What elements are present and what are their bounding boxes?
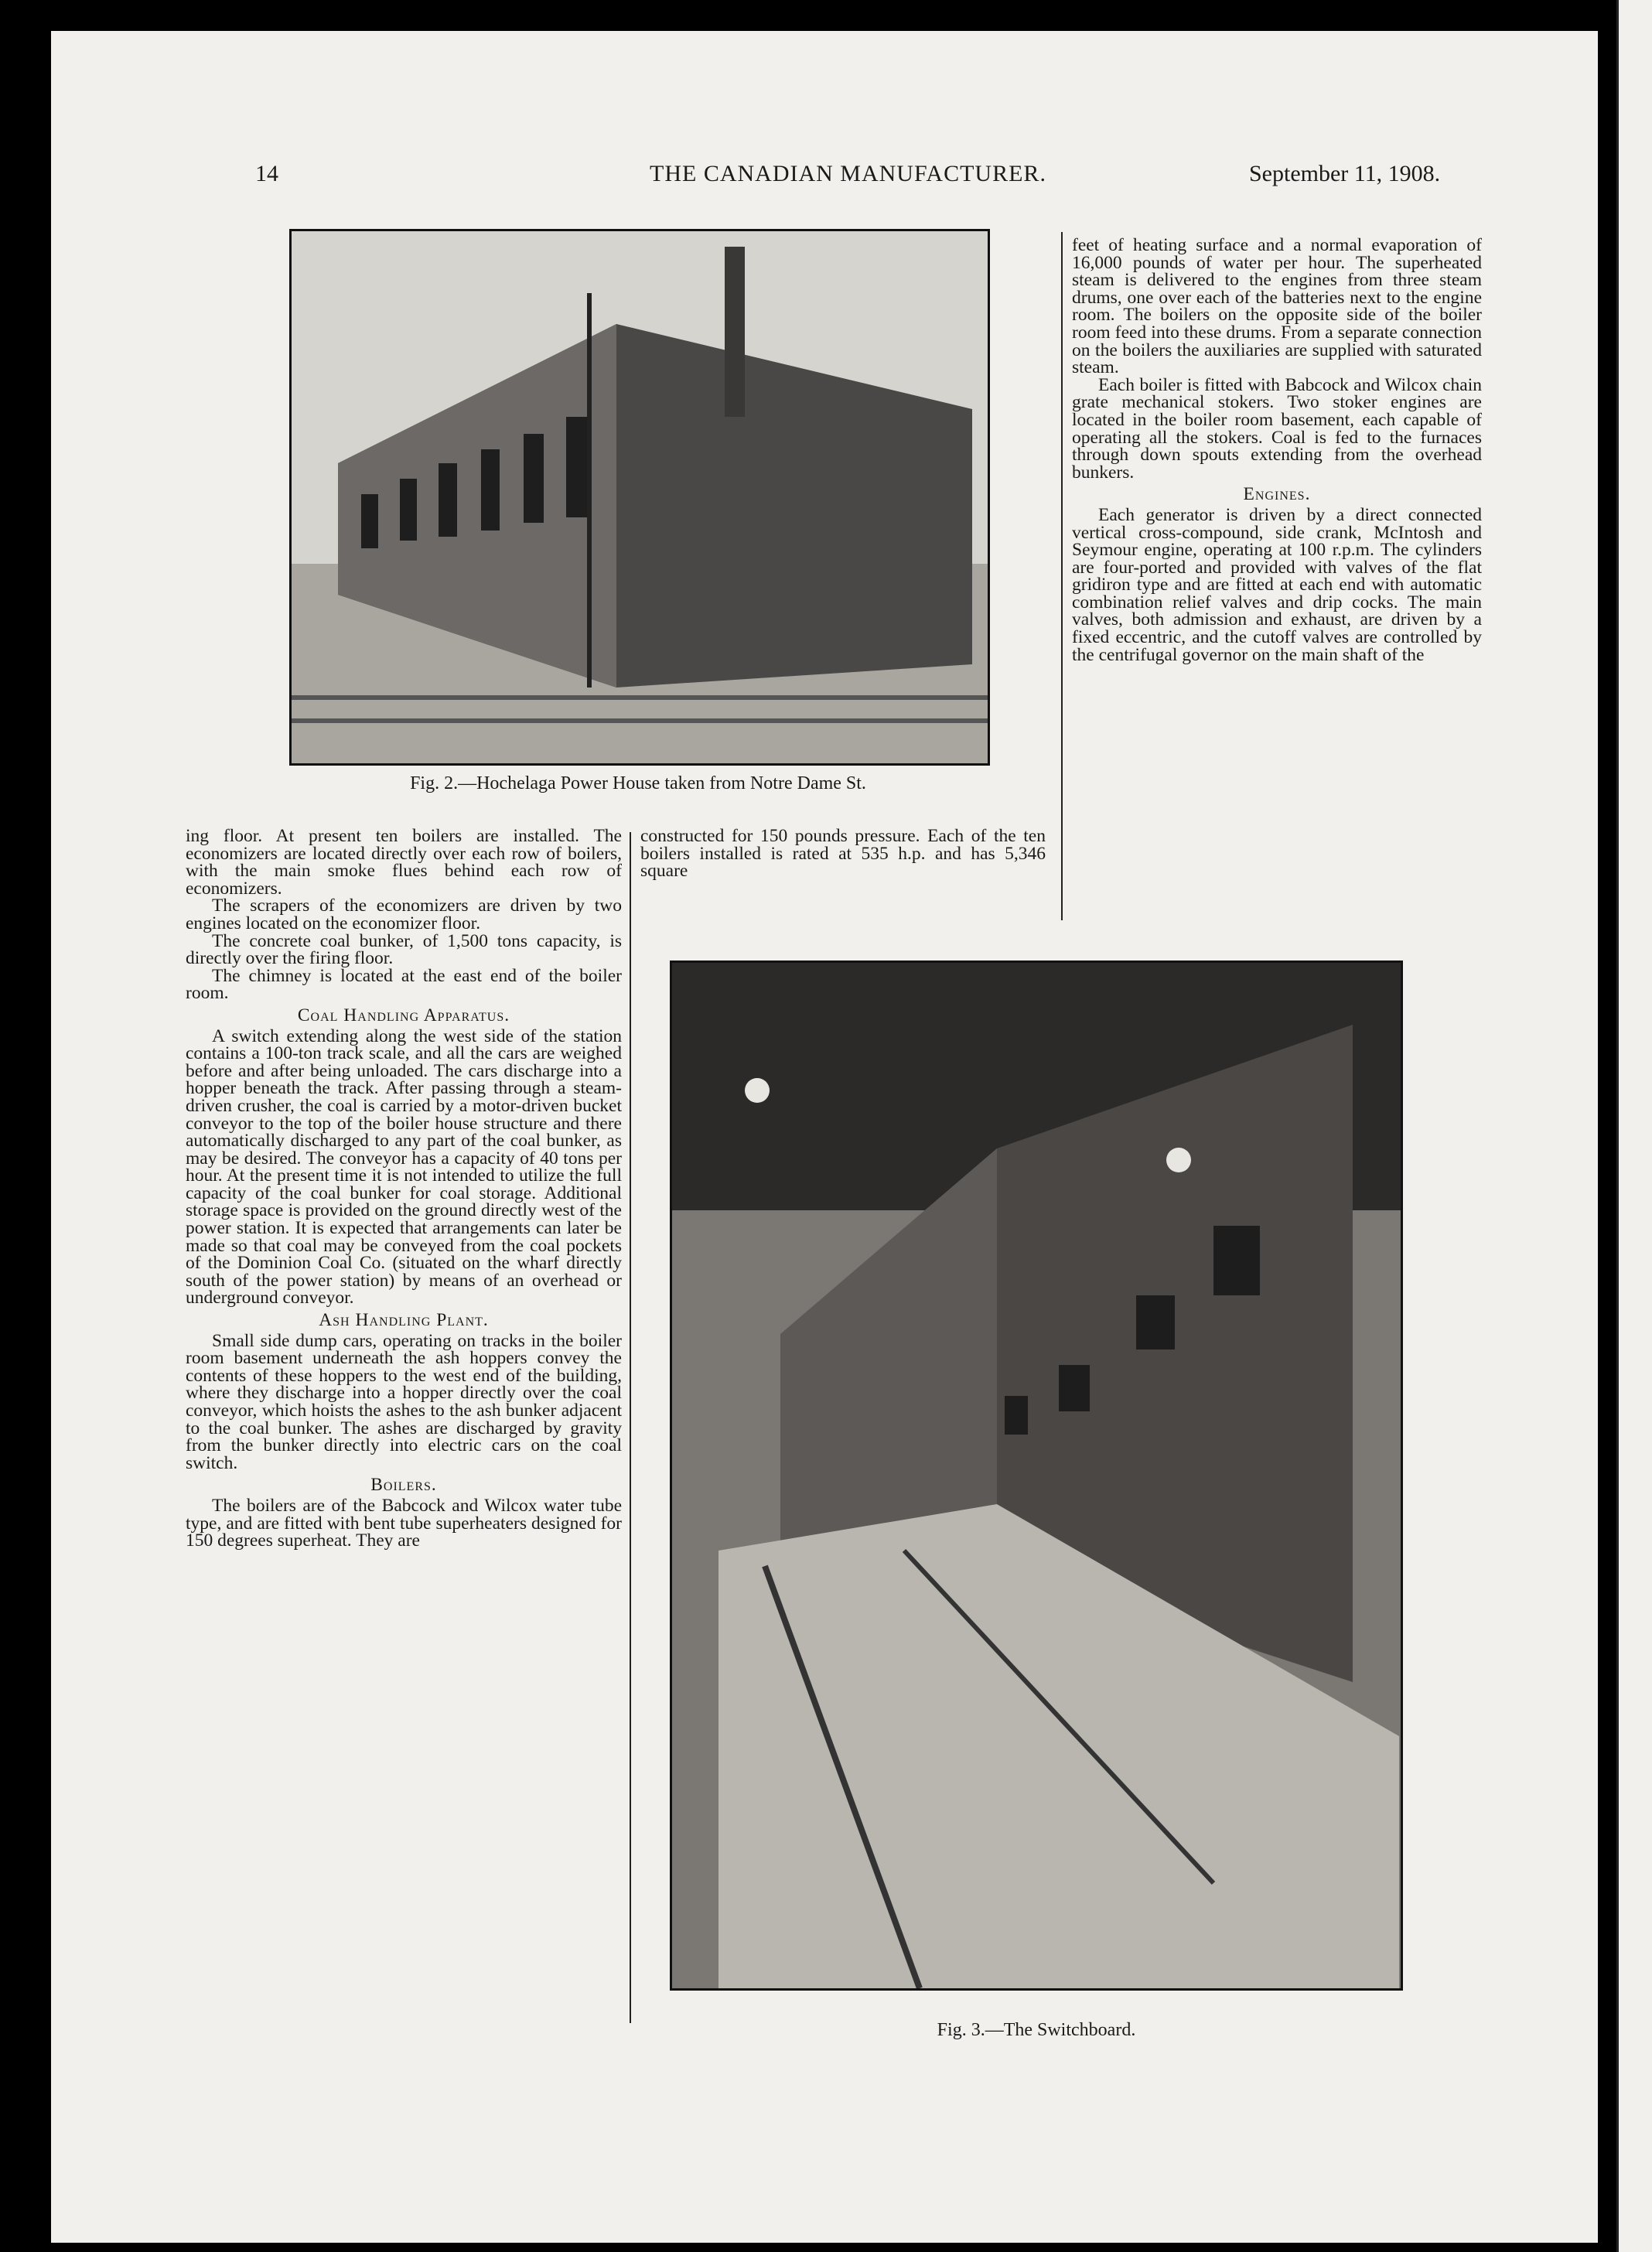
left-column bbox=[186, 827, 622, 1550]
paragraph: Small side dump cars, operating on tracks in the boiler room basement underneath the ash hoppers convey the contents of these hoppers to the west end of the building, where they discharge into a hopper directly over the coal conveyor, which hoists the ashes to the ash bunker adjacent to the coal bunker. The ashes are discharged by gravity from the bunker directly into electric cars on the coal switch. bbox=[186, 1330, 622, 1473]
paragraph: A switch extending along the west side of the station contains a 100-ton track scale, and all the cars are weighed before and after being unloaded. The cars discharge into a hopper beneath the track. After passing through a steam-driven crusher, the coal is carried by a motor-driven bucket conveyor to the top of the boiler house structure and there automatically discharged to any part of the coal bunker, as may be desired. The conveyor has a capacity of 40 tons per hour. At the present time it is not intended to utilize the full capacity of the coal bunker for coal storage. Additional storage space is provided on the ground directly west of the power station. It is expected that arrangements can later be made so that coal may be conveyed from the coal pockets of the Dominion Coal Co. (situated on the wharf directly south of the power station) by means of an overhead or underground conveyor. bbox=[186, 1025, 622, 1309]
paragraph: Each boiler is fitted with Babcock and Wilcox chain grate mechanical stokers. Two stoker engines are located in the boiler room basement, each capable of operating all the stokers. Coal is fed to the furnaces through down spouts extending from the overhead bunkers. bbox=[1072, 374, 1482, 483]
paragraph: Each generator is driven by a direct connected vertical cross-compound, side crank, McIntosh and Seymour engine, operating at 100 r.p.m. The cylinders are four-ported and provided with valves of the flat gridiron type and are fitted at each end with automatic combination relief valves and drip cocks. The main valves, both admission and exhaust, are driven by a fixed eccentric, and the cutoff valves are controlled by the centrifugal governor on the main shaft of the bbox=[1072, 504, 1482, 665]
adjacent-page-edge bbox=[1616, 0, 1652, 2252]
page-number: 14 bbox=[255, 161, 278, 186]
section-heading: Engines. bbox=[1243, 484, 1311, 505]
paragraph: constructed for 150 pounds pressure. Each of the ten boilers installed is rated at 535 h.p. and has 5,346 square bbox=[640, 826, 1046, 882]
section-heading: Coal Handling Apparatus. bbox=[297, 1005, 510, 1025]
right-column bbox=[1072, 237, 1482, 664]
paragraph: feet of heating surface and a normal evaporation of 16,000 pounds of water per hour. The superheated steam is delivered to the engines from three steam drums, one over each of the batteries next to the engine room. The boilers on the opposite side of the boiler room feed into these drums. From a separate connection on the boilers the auxiliaries are supplied with saturated steam. bbox=[1072, 235, 1482, 378]
fig3-photo bbox=[670, 961, 1403, 1991]
column-rule bbox=[630, 832, 631, 2023]
paragraph: The concrete coal bunker, of 1,500 tons capacity, is directly over the firing floor. bbox=[186, 930, 622, 969]
issue-date: September 11, 1908. bbox=[1249, 161, 1441, 186]
masthead: THE CANADIAN MANUFACTURER. bbox=[650, 161, 1046, 186]
paragraph: ing floor. At present ten boilers are installed. The economizers are located directly over each row of boilers, with the main smoke flues behind each row of economizers. bbox=[186, 826, 622, 899]
section-heading: Boilers. bbox=[370, 1475, 437, 1496]
paragraph: The scrapers of the economizers are driven by two engines located on the economizer floor. bbox=[186, 896, 622, 933]
paragraph: The chimney is located at the east end of the boiler room. bbox=[186, 965, 622, 1004]
column-rule bbox=[1061, 232, 1063, 920]
fig2-caption: Fig. 2.—Hochelaga Power House taken from Notre Dame St. bbox=[410, 773, 866, 793]
section-heading: Ash Handling Plant. bbox=[319, 1310, 489, 1331]
power-house-illustration bbox=[292, 231, 988, 763]
fig3-caption: Fig. 3.—The Switchboard. bbox=[937, 2020, 1136, 2040]
switchboard-illustration bbox=[672, 963, 1401, 1988]
paragraph: The boilers are of the Babcock and Wilcox water tube type, and are fitted with bent tube superheaters designed for 150 degrees superheat. They are bbox=[186, 1495, 622, 1551]
middle-column bbox=[640, 827, 1046, 880]
fig2-photo bbox=[289, 229, 990, 766]
